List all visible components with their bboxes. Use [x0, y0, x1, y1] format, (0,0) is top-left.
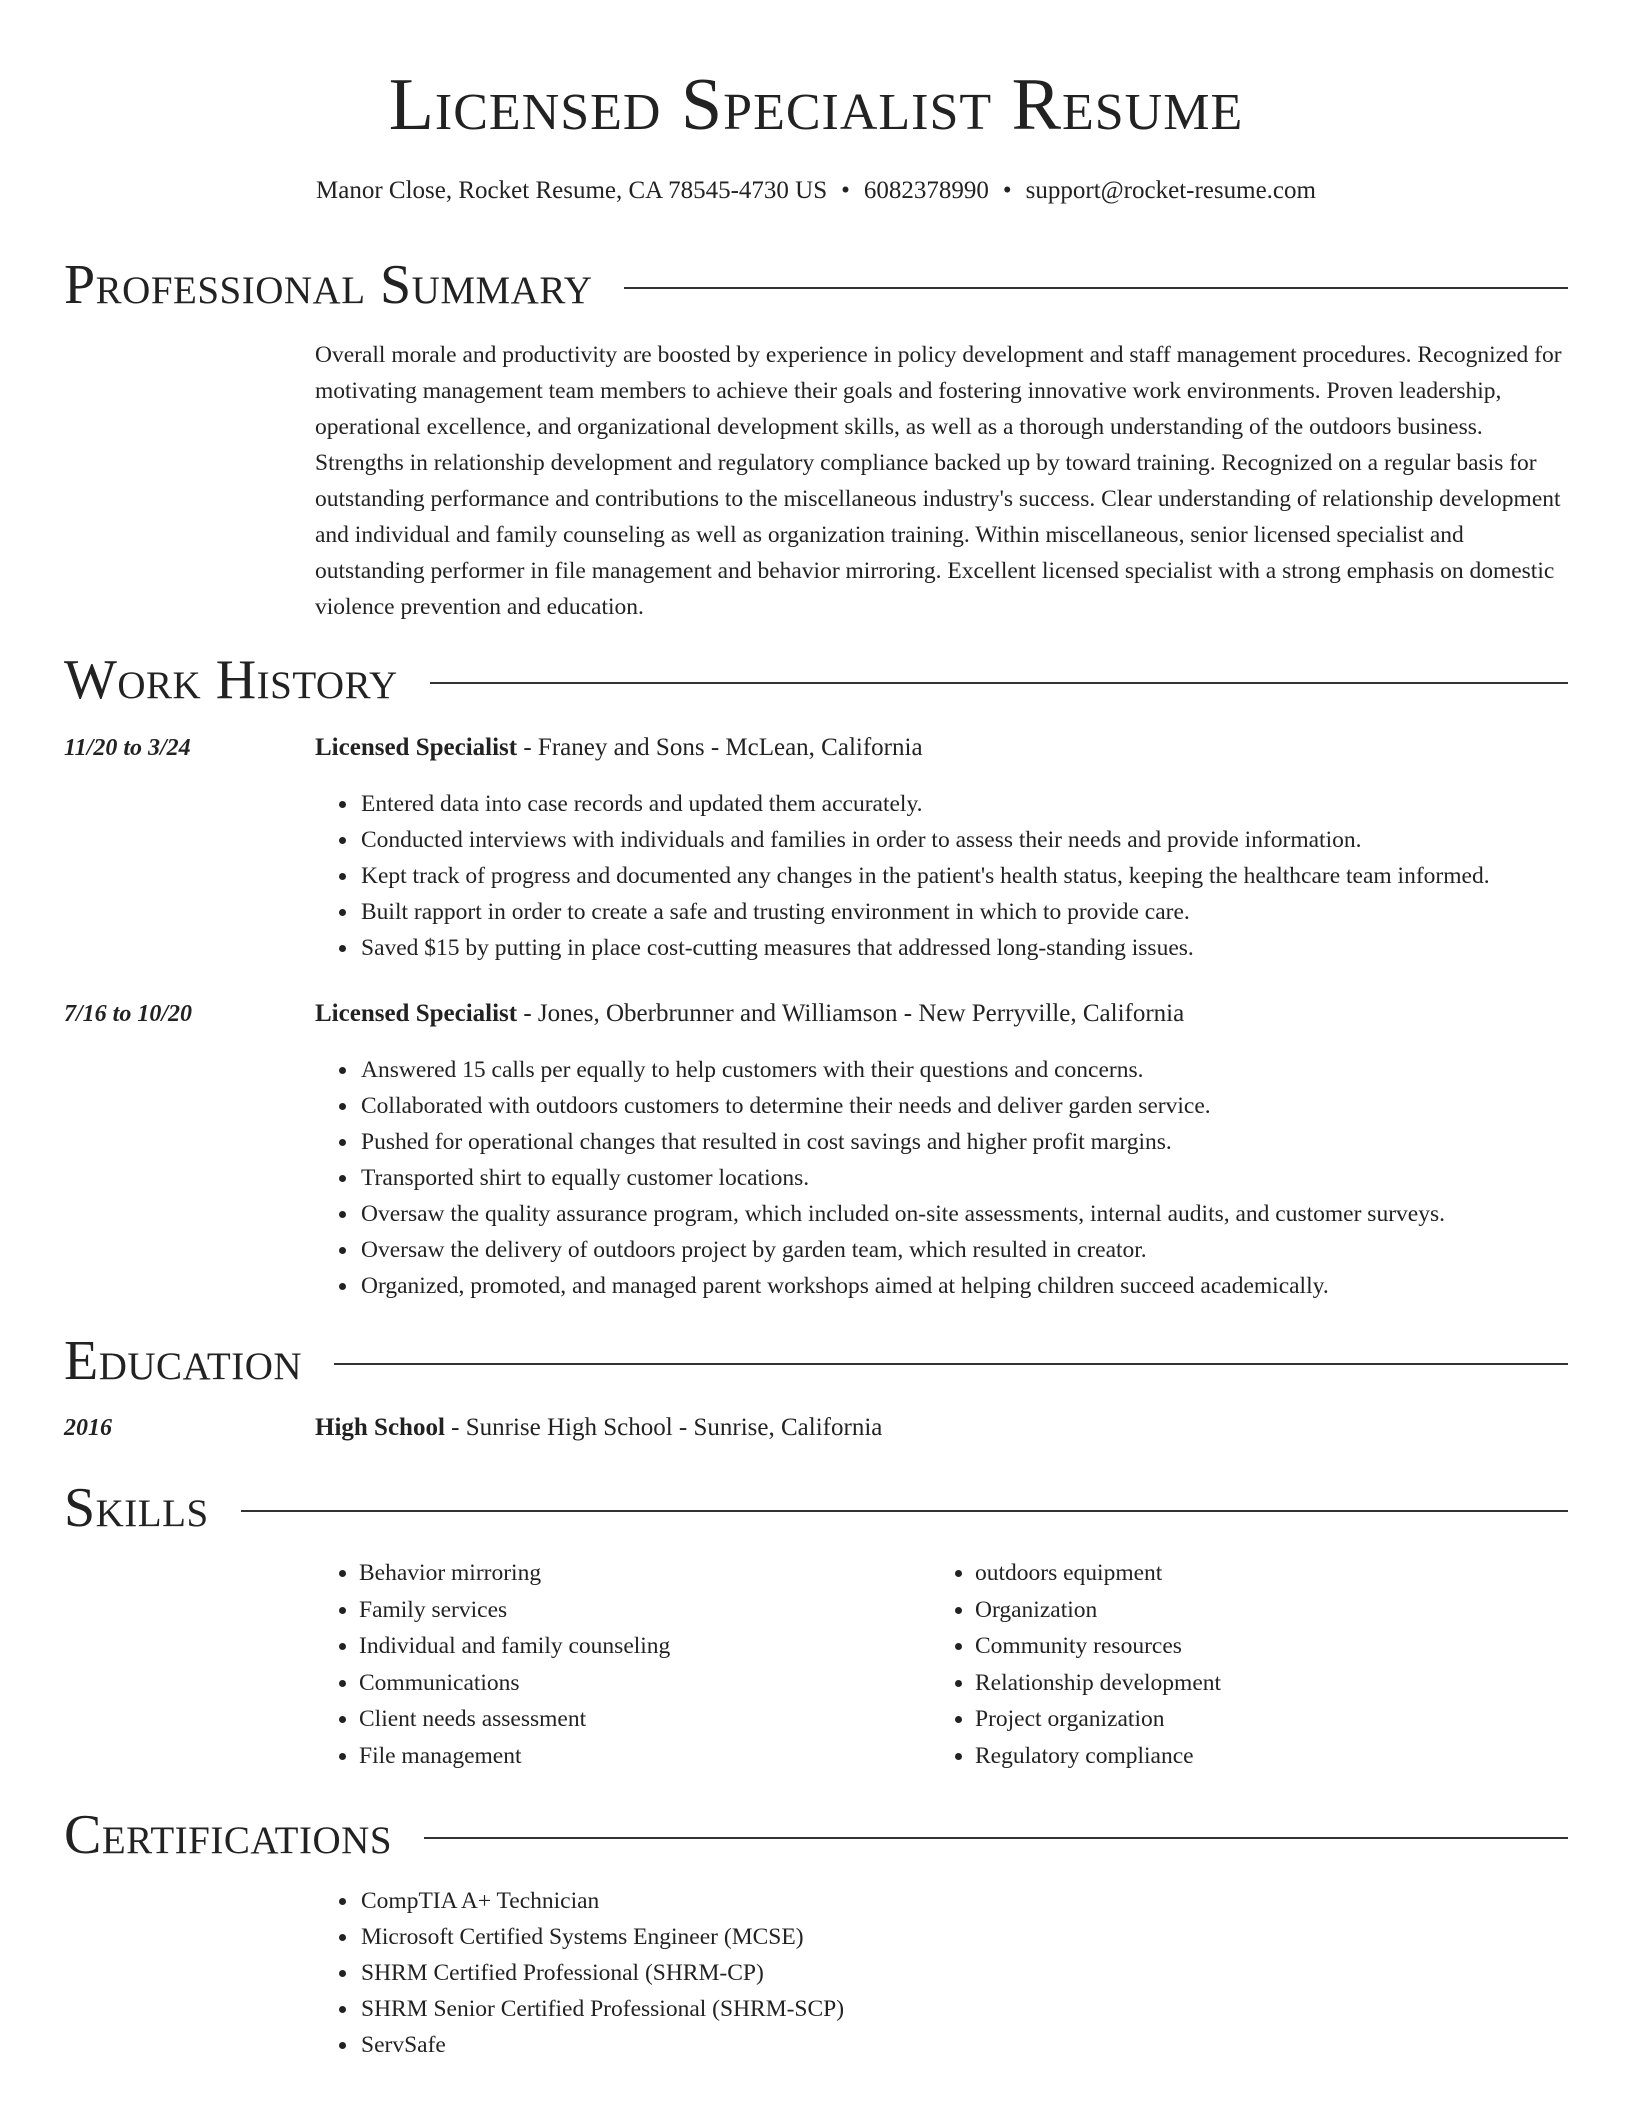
section-title-education: Education	[64, 1330, 303, 1392]
list-item: • Answered 15 calls per equally to help customers with their questions and concerns.	[359, 1052, 1629, 1088]
job-heading	[315, 731, 1575, 765]
job-dates: 11/20 to 3/24	[64, 735, 191, 761]
job-employer: - Franey and Sons - McLean, California	[517, 734, 923, 761]
section-title-skills: Skills	[64, 1477, 209, 1539]
list-item: • Built rapport in order to create a safe and trusting environment in which to provide care.	[359, 894, 1629, 930]
skill-item: • Behavior mirroring	[359, 1555, 919, 1592]
list-item: • Organized, promoted, and managed parent workshops aimed at helping children succeed academically.	[359, 1268, 1629, 1304]
section-divider	[334, 1363, 1568, 1365]
list-item: • Transported shirt to equally customer locations.	[359, 1160, 1629, 1196]
skill-item: • Communications	[359, 1665, 919, 1702]
contact-phone: 6082378990	[863, 177, 989, 204]
contact-separator: •	[841, 177, 850, 204]
skill-item: • Family services	[359, 1592, 919, 1629]
section-header-skills	[64, 1473, 1568, 1543]
list-item: • Oversaw the delivery of outdoors project by garden team, which resulted in creator.	[359, 1232, 1629, 1268]
skill-item: • Individual and family counseling	[359, 1628, 919, 1665]
section-title-certifications: Certifications	[64, 1804, 393, 1866]
education-degree: High School	[315, 1414, 445, 1441]
job-title: Licensed Specialist	[315, 734, 518, 761]
skill-item: • Client needs assessment	[359, 1701, 919, 1738]
certification-item: • CompTIA A+ Technician	[359, 1883, 1629, 1919]
list-item: • Oversaw the quality assurance program, which included on-site assessments, internal audits, and customer surveys.	[359, 1196, 1629, 1232]
certifications-list	[315, 1883, 1629, 2063]
skill-item: • outdoors equipment	[975, 1555, 1575, 1592]
skill-item: • Organization	[975, 1592, 1575, 1629]
section-divider	[430, 682, 1568, 684]
education-heading	[315, 1411, 1575, 1445]
list-item: • Entered data into case records and updated them accurately.	[359, 786, 1629, 822]
skills-list-right	[931, 1555, 1575, 1774]
job-bullets	[315, 786, 1629, 966]
contact-address: Manor Close, Rocket Resume, CA 78545-4730 US	[316, 177, 828, 204]
education-date: 2016	[64, 1415, 112, 1441]
job-dates: 7/16 to 10/20	[64, 1001, 193, 1027]
skill-item: • Regulatory compliance	[975, 1738, 1575, 1775]
certification-item: • SHRM Senior Certified Professional (SHRM-SCP)	[359, 1991, 1629, 2027]
contact-separator: •	[1002, 177, 1012, 204]
section-divider	[241, 1510, 1568, 1512]
job-employer: - Jones, Oberbrunner and Williamson - New Perryville, California	[517, 1000, 1185, 1027]
section-header-certifications	[64, 1800, 1568, 1870]
skill-item: • Project organization	[975, 1701, 1575, 1738]
resume-title: Licensed Specialist Resume	[388, 64, 1244, 146]
summary-text: Overall morale and productivity are boosted by experience in policy development and staff management procedures. Recognized for motivating management team members to achieve their goals and fostering innovative work environments. Proven leadership, operational excellence, and organizational development skills, as well as a thorough understanding of the outdoors business. Strengths in relationship development and regulatory compliance backed up by toward training. Recognized on a regular basis for outstanding performance and contributions to the miscellaneous industry's success. Clear understanding of relationship development and individual and family counseling as well as organization training. Within miscellaneous, senior licensed specialist and outstanding performer in file management and behavior mirroring. Excellent licensed specialist with a strong emphasis on domestic violence prevention and education.	[315, 342, 1562, 620]
list-item: • Collaborated with outdoors customers to determine their needs and deliver garden service.	[359, 1088, 1629, 1124]
education-school: - Sunrise High School - Sunrise, California	[444, 1414, 883, 1441]
list-item: • Kept track of progress and documented any changes in the patient's health status, keeping the healthcare team informed.	[359, 858, 1629, 894]
job-bullets	[315, 1052, 1629, 1304]
list-item: • Saved $15 by putting in place cost-cutting measures that addressed long-standing issues.	[359, 930, 1629, 966]
section-title-summary: Professional Summary	[64, 254, 593, 316]
section-divider	[624, 287, 1568, 289]
job-title: Licensed Specialist	[315, 1000, 518, 1027]
list-item: • Pushed for operational changes that resulted in cost savings and higher profit margins.	[359, 1124, 1629, 1160]
certification-item: • ServSafe	[359, 2027, 1629, 2063]
section-header-education	[64, 1326, 1568, 1396]
skills-list-left	[315, 1555, 919, 1774]
skill-item: • File management	[359, 1738, 919, 1775]
job-heading	[315, 997, 1575, 1031]
section-divider	[424, 1837, 1568, 1839]
contact-line	[0, 174, 1632, 208]
skill-item: • Relationship development	[975, 1665, 1575, 1702]
section-title-work: Work History	[64, 649, 398, 711]
section-header-summary	[64, 250, 1568, 320]
section-header-work	[64, 645, 1568, 715]
certification-item: • Microsoft Certified Systems Engineer (MCSE)	[359, 1919, 1629, 1955]
contact-email: support@rocket-resume.com	[1025, 177, 1316, 204]
list-item: • Conducted interviews with individuals and families in order to assess their needs and provide information.	[359, 822, 1629, 858]
skill-item: • Community resources	[975, 1628, 1575, 1665]
certification-item: • SHRM Certified Professional (SHRM-CP)	[359, 1955, 1629, 1991]
